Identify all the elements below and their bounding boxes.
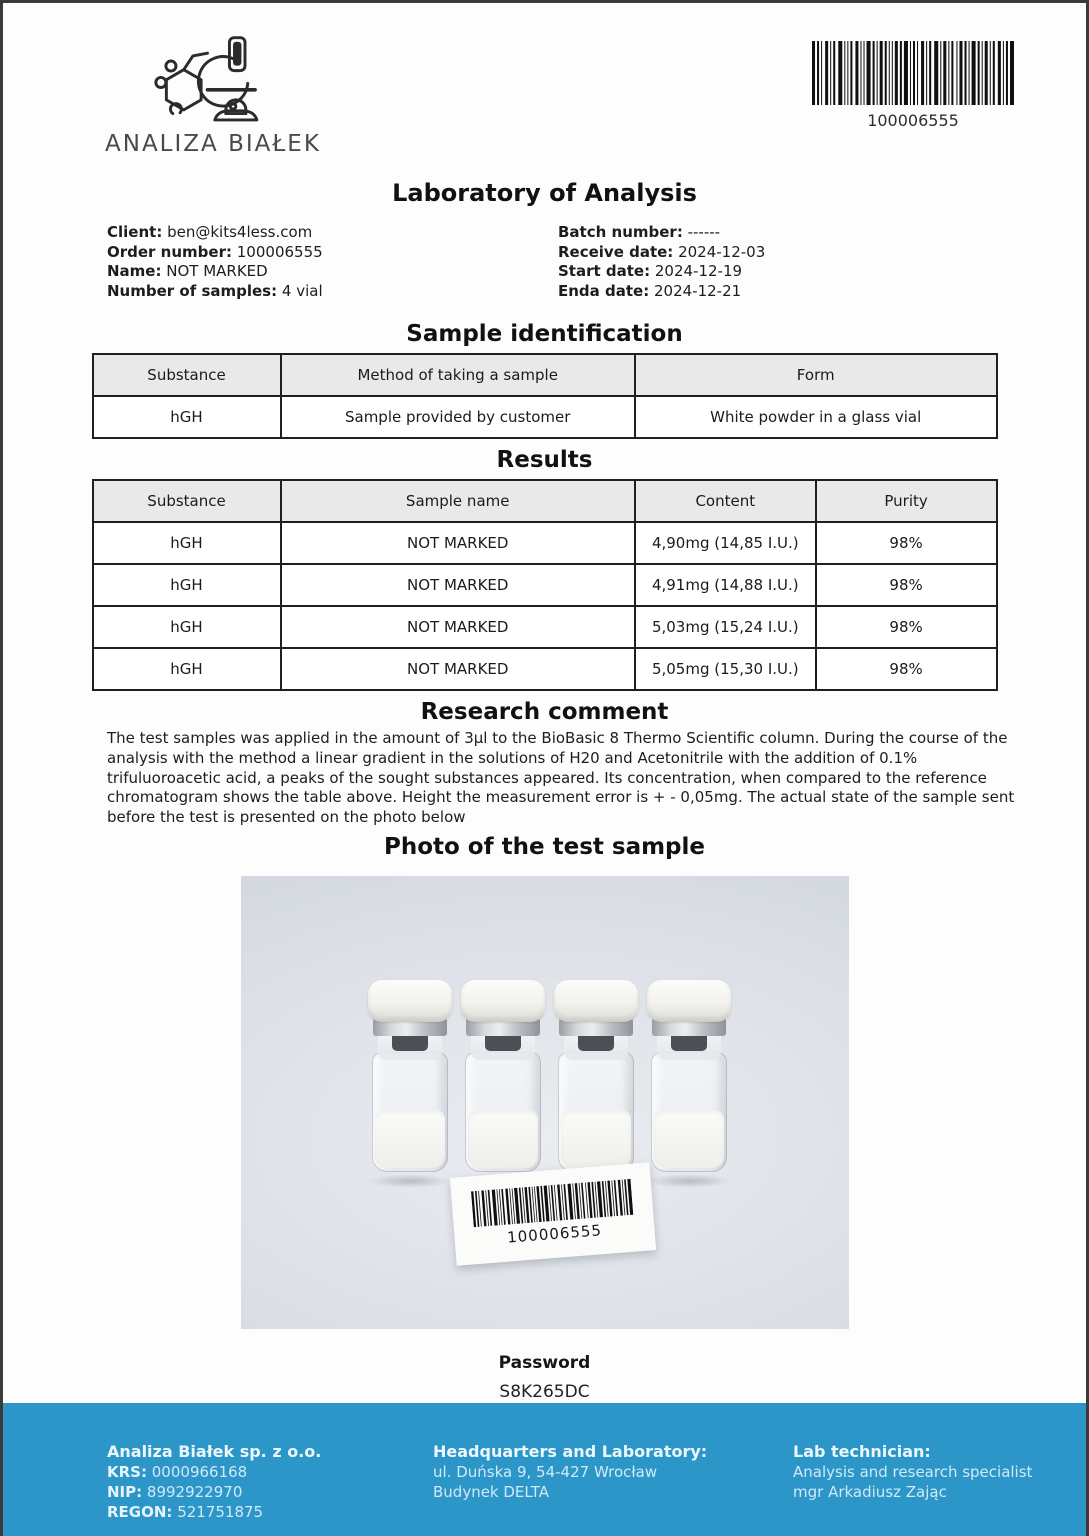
info-row-samples xyxy=(107,282,558,302)
info-row-client xyxy=(107,223,558,243)
info-row-receive-date xyxy=(558,243,1026,263)
vial xyxy=(460,980,546,1182)
order-barcode xyxy=(812,29,1014,130)
sample-identification-table xyxy=(92,353,998,439)
info-row-name xyxy=(107,262,558,282)
table-cell: hGH xyxy=(93,396,281,438)
vial-cap xyxy=(368,980,452,1022)
password-value: S8K265DC xyxy=(499,1381,590,1402)
info-label: Receive date: xyxy=(558,242,674,261)
footer-company xyxy=(107,1441,433,1536)
vial xyxy=(553,980,639,1182)
table-header-row xyxy=(93,480,997,522)
column-header: Sample name xyxy=(281,480,635,522)
vial-powder xyxy=(375,1110,445,1168)
info-value: 2024-12-03 xyxy=(678,242,766,261)
brand xyxy=(105,29,321,157)
footer-value: 8992922970 xyxy=(146,1483,243,1501)
column-header: Purity xyxy=(816,480,997,522)
vial-neck xyxy=(378,1036,442,1060)
info-label: Start date: xyxy=(558,262,651,280)
vial-neck xyxy=(657,1036,721,1060)
label-barcode-number: 100006555 xyxy=(506,1221,603,1247)
info-label: Number of samples: xyxy=(107,281,278,300)
footer-regon xyxy=(107,1502,433,1522)
table-cell: 4,91mg (14,88 I.U.) xyxy=(635,564,816,606)
barcode-number: 100006555 xyxy=(867,111,959,130)
vial-stopper xyxy=(671,1036,707,1051)
results-heading: Results xyxy=(496,447,593,473)
table-cell: NOT MARKED xyxy=(281,564,635,606)
vial-shadow xyxy=(647,1174,731,1188)
vial-cap xyxy=(647,980,731,1022)
research-comment-heading: Research comment xyxy=(420,699,669,725)
sample-barcode-label xyxy=(449,1162,655,1265)
info-value: ben@kits4less.com xyxy=(167,223,313,241)
vial-cap xyxy=(461,980,545,1022)
info-value: 2024-12-19 xyxy=(654,262,743,280)
info-value: NOT MARKED xyxy=(166,262,268,280)
vial-powder xyxy=(468,1110,538,1168)
password-heading: Password xyxy=(498,1352,591,1373)
table-cell: 5,05mg (15,30 I.U.) xyxy=(635,648,816,690)
footer-krs xyxy=(107,1462,433,1482)
info-value: 100006555 xyxy=(236,242,323,261)
order-info-right xyxy=(558,223,1026,301)
vial-stopper xyxy=(578,1036,614,1051)
photo-heading: Photo of the test sample xyxy=(383,833,706,860)
vial-neck xyxy=(471,1036,535,1060)
order-info xyxy=(3,223,1086,301)
table-header-row xyxy=(93,354,997,396)
info-label: Batch number: xyxy=(558,223,683,241)
table-cell: Sample provided by customer xyxy=(281,396,635,438)
table-cell: 98% xyxy=(816,648,997,690)
footer-company-name: Analiza Białek sp. z o.o. xyxy=(107,1442,322,1461)
info-label: Enda date: xyxy=(558,281,650,300)
vial-body xyxy=(651,1052,727,1172)
table-cell: hGH xyxy=(93,564,281,606)
header xyxy=(3,3,1086,157)
vial-shadow xyxy=(368,1174,452,1188)
table-cell: NOT MARKED xyxy=(281,606,635,648)
footer-hq-building: Budynek DELTA xyxy=(433,1483,549,1501)
column-header: Form xyxy=(635,354,997,396)
footer-value: 521751875 xyxy=(177,1503,264,1521)
footer-value: 0000966168 xyxy=(151,1463,248,1481)
info-value: 4 vial xyxy=(281,281,323,300)
footer-nip xyxy=(107,1482,433,1502)
vial-powder xyxy=(654,1110,724,1168)
brand-name: ANALIZA BIAŁEK xyxy=(105,131,321,157)
footer-label: NIP: xyxy=(107,1483,143,1501)
table-cell: hGH xyxy=(93,522,281,564)
results-table xyxy=(92,479,998,691)
table-cell: 98% xyxy=(816,522,997,564)
barcode-icon xyxy=(812,41,1014,105)
vial-group xyxy=(367,980,732,1182)
info-value: ------ xyxy=(687,223,721,241)
info-label: Order number: xyxy=(107,242,232,261)
info-row-batch xyxy=(558,223,1026,243)
footer-tech-role: Analysis and research specialist xyxy=(793,1463,1033,1481)
table-row xyxy=(93,396,997,438)
vial-stopper xyxy=(392,1036,428,1051)
vial-cap xyxy=(554,980,638,1022)
microscope-molecule-logo-icon xyxy=(149,29,277,125)
table-cell: hGH xyxy=(93,648,281,690)
table-cell: 5,03mg (15,24 I.U.) xyxy=(635,606,816,648)
table-cell: hGH xyxy=(93,606,281,648)
research-comment-text: The test samples was applied in the amount of 3µl to the BioBasic 8 Thermo Scientific column. During the course of the analysis with the method a linear gradient in the solutions of H20 and Acetonitrile with the addition of 0.1% trifuluoroacetic acid, a peaks of the sought substances appeared. Its concentration, when compared to the reference chromatogram shows the table above. Height the measurement error is + - 0,05mg. The actual state of the sample sent before the test is presented on the photo below xyxy=(107,729,1015,827)
info-row-order-number xyxy=(107,243,558,263)
table-cell: NOT MARKED xyxy=(281,648,635,690)
info-row-end-date xyxy=(558,282,1026,302)
order-info-left xyxy=(107,223,558,301)
column-header: Substance xyxy=(93,354,281,396)
column-header: Content xyxy=(635,480,816,522)
vial-powder xyxy=(561,1110,631,1168)
table-row xyxy=(93,648,997,690)
footer xyxy=(3,1403,1086,1536)
footer-headquarters xyxy=(433,1441,793,1536)
test-sample-photo xyxy=(241,876,849,1329)
info-value: 2024-12-21 xyxy=(654,281,742,300)
info-label: Client: xyxy=(107,223,163,241)
barcode-icon xyxy=(470,1179,632,1227)
vial-body xyxy=(372,1052,448,1172)
table-cell: 98% xyxy=(816,564,997,606)
footer-label: KRS: xyxy=(107,1463,147,1481)
vial-body xyxy=(465,1052,541,1172)
table-row xyxy=(93,606,997,648)
table-cell: 4,90mg (14,85 I.U.) xyxy=(635,522,816,564)
vial-body xyxy=(558,1052,634,1172)
sample-identification-heading: Sample identification xyxy=(406,321,683,347)
footer-hq-title: Headquarters and Laboratory: xyxy=(433,1442,708,1461)
footer-hq-address: ul. Duńska 9, 54-427 Wrocław xyxy=(433,1463,658,1481)
info-label: Name: xyxy=(107,262,162,280)
footer-tech-title: Lab technician: xyxy=(793,1442,931,1461)
column-header: Method of taking a sample xyxy=(281,354,635,396)
info-row-start-date xyxy=(558,262,1026,282)
table-cell: NOT MARKED xyxy=(281,522,635,564)
footer-label: REGON: xyxy=(107,1503,173,1521)
table-row xyxy=(93,522,997,564)
vial xyxy=(367,980,453,1182)
table-cell: 98% xyxy=(816,606,997,648)
vial-stopper xyxy=(485,1036,521,1051)
vial-neck xyxy=(564,1036,628,1060)
table-row xyxy=(93,564,997,606)
table-cell: White powder in a glass vial xyxy=(635,396,997,438)
page-title: Laboratory of Analysis xyxy=(392,179,697,207)
vial xyxy=(646,980,732,1182)
column-header: Substance xyxy=(93,480,281,522)
footer-technician xyxy=(793,1441,1066,1536)
footer-tech-name: mgr Arkadiusz Zając xyxy=(793,1483,947,1501)
